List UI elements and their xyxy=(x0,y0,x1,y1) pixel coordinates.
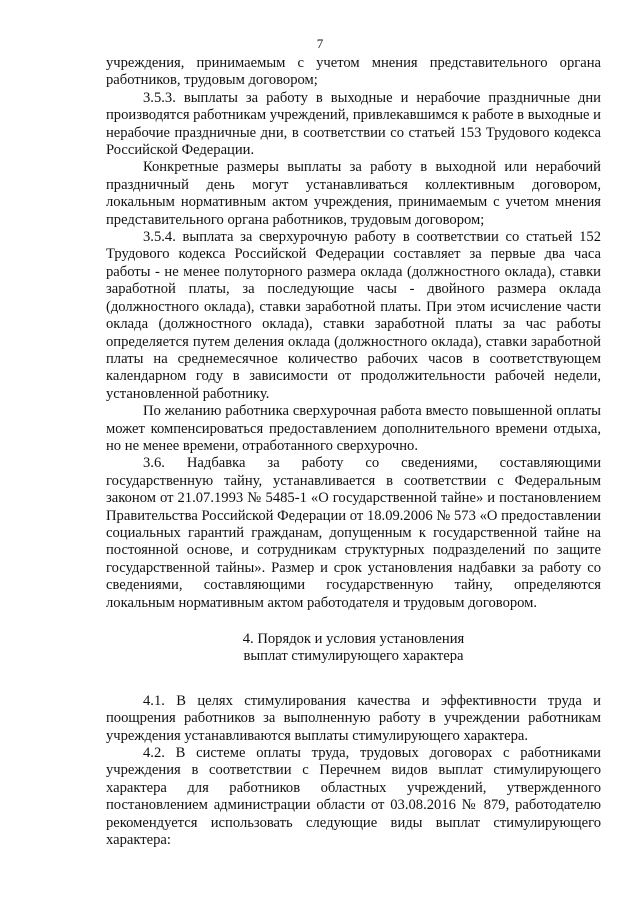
section-heading xyxy=(106,631,601,666)
paragraph-holiday-pay-amounts: Конкретные размеры выплаты за работу в выходной или нерабочий праздничный день могут устанавливаться коллективным договором, локальным нормативным актом учреждения, принимаемым с учетом мнения представительного органа работников, трудовым договором; xyxy=(106,159,601,228)
section-heading-line-2: выплат стимулирующего характера xyxy=(243,648,464,665)
paragraph-4-2: 4.2. В системе оплаты труда, трудовых договорах с работниками учреждения в соответствии с Перечнем видов выплат стимулирующего характера для работников областных учреждений, утвержденного постановлением администрации области от 03.08.2016 № 879, работодателю рекомендуется использовать следующие виды выплат стимулирующего характера: xyxy=(106,745,601,849)
paragraph-4-1: 4.1. В целях стимулирования качества и эффективности труда и поощрения работников за выполненную работу в учреждении работникам учреждения устанавливаются выплаты стимулирующего характера. xyxy=(106,692,601,744)
page-number: 7 xyxy=(316,36,324,51)
paragraph-3-5-4: 3.5.4. выплата за сверхурочную работу в соответствии со статьей 152 Трудового кодекса Российской Федерации составляет за первые два часа работы - не менее полуторного размера оклада (должностного оклада), ставки заработной платы, за последующие часы - двойного размера оклада (должностного оклада), ставки заработной платы. При этом исчисление части оклада (должностного оклада), ставки заработной платы за час работы определяется путем деления оклада (должностного оклада), ставки заработной платы на среднемесячное количество рабочих часов в соответствующем календарном году в зависимости от продолжительности рабочей недели, установленной работнику. xyxy=(106,229,601,402)
paragraph-continuation: учреждения, принимаемым с учетом мнения представительного органа работников, трудовым договором; xyxy=(106,55,601,89)
paragraph-3-6: 3.6. Надбавка за работу со сведениями, составляющими государственную тайну, устанавливается в соответствии с Федеральным законом от 21.07.1993 № 5485-1 «О государственной тайне» и постановлением Правительства Российской Федерации от 18.09.2006 № 573 «О предоставлении социальных гарантий гражданам, допущенным к государственной тайне на постоянной основе, и сотрудникам структурных подразделений по защите государственной тайны». Размер и срок установления надбавки за работу со сведениями, составляющими государственную тайну, определяются локальным нормативным актом работодателя и трудовым договором. xyxy=(106,455,601,611)
document-body xyxy=(106,55,601,849)
paragraph-overtime-compensation: По желанию работника сверхурочная работа вместо повышенной оплаты может компенсироваться предоставлением дополнительного времени отдыха, но не менее времени, отработанного сверхурочно. xyxy=(106,403,601,454)
paragraph-3-5-3: 3.5.3. выплаты за работу в выходные и нерабочие праздничные дни производятся работникам учреждений, привлекавшимся к работе в выходные и нерабочие праздничные дни, в соответствии со статьей 153 Трудового кодекса Российской Федерации. xyxy=(106,89,601,159)
section-heading-line-1: 4. Порядок и условия установления xyxy=(242,631,465,647)
